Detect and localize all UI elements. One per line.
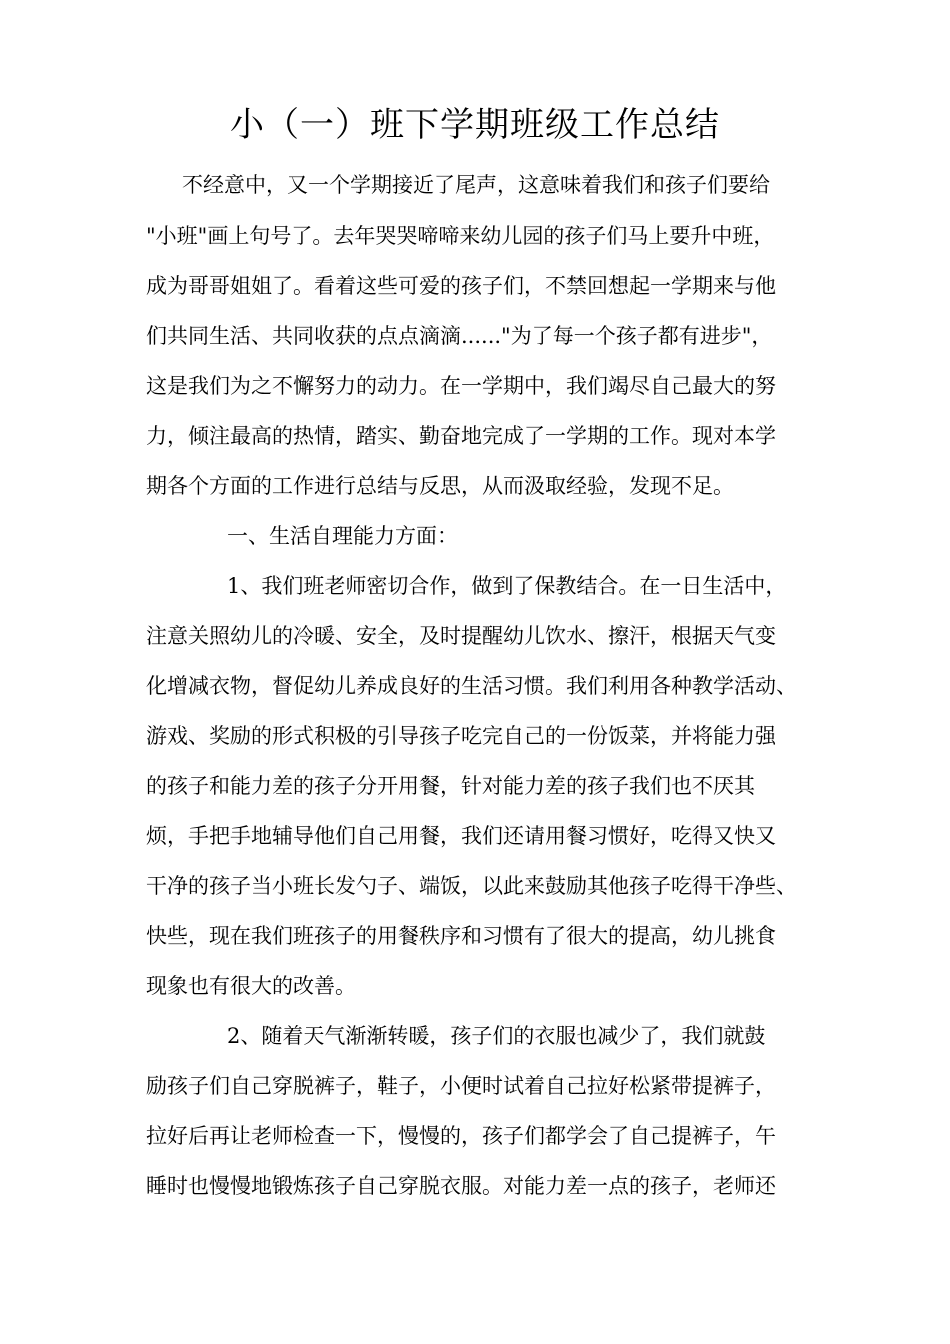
paragraph-line: 游戏、奖励的形式积极的引导孩子吃完自己的一份饭菜，并将能力强 [146,724,776,748]
paragraph-line: 们共同生活、共同收获的点点滴滴......"为了每一个孩子都有进步"， [146,324,773,348]
paragraph-line: "小班"画上句号了。去年哭哭啼啼来幼儿园的孩子们马上要升中班， [146,224,775,248]
paragraph-line: 2、随着天气渐渐转暖，孩子们的衣服也减少了，我们就鼓 [227,1024,766,1048]
paragraph-line: 现象也有很大的改善。 [146,974,356,998]
paragraph-line: 期各个方面的工作进行总结与反思，从而汲取经验，发现不足。 [146,474,734,498]
paragraph-line: 1、我们班老师密切合作，做到了保教结合。在一日生活中， [227,574,787,598]
paragraph-line: 烦，手把手地辅导他们自己用餐，我们还请用餐习惯好，吃得又快又 [146,824,776,848]
paragraph-line: 这是我们为之不懈努力的动力。在一学期中，我们竭尽自己最大的努 [146,374,776,398]
section-heading: 一、生活自理能力方面： [227,524,458,548]
paragraph-line: 化增减衣物，督促幼儿养成良好的生活习惯。我们利用各种教学活动、 [146,674,797,698]
paragraph-line: 拉好后再让老师检查一下，慢慢的，孩子们都学会了自己提裤子，午 [146,1124,776,1148]
paragraph-line: 不经意中，又一个学期接近了尾声，这意味着我们和孩子们要给 [182,173,770,197]
paragraph-line: 励孩子们自己穿脱裤子，鞋子，小便时试着自己拉好松紧带提裤子， [146,1074,776,1098]
paragraph-line: 注意关照幼儿的冷暖、安全，及时提醒幼儿饮水、擦汗，根据天气变 [146,624,776,648]
paragraph-line: 力，倾注最高的热情，踏实、勤奋地完成了一学期的工作。现对本学 [146,424,776,448]
paragraph-line: 干净的孩子当小班长发勺子、端饭，以此来鼓励其他孩子吃得干净些、 [146,874,797,898]
document-title: 小（一）班下学期班级工作总结 [230,105,720,145]
paragraph-line: 的孩子和能力差的孩子分开用餐，针对能力差的孩子我们也不厌其 [146,774,755,798]
paragraph-line: 快些，现在我们班孩子的用餐秩序和习惯有了很大的提高，幼儿挑食 [146,924,776,948]
paragraph-line: 睡时也慢慢地锻炼孩子自己穿脱衣服。对能力差一点的孩子，老师还 [146,1174,776,1198]
paragraph-line: 成为哥哥姐姐了。看着这些可爱的孩子们，不禁回想起一学期来与他 [146,274,776,298]
